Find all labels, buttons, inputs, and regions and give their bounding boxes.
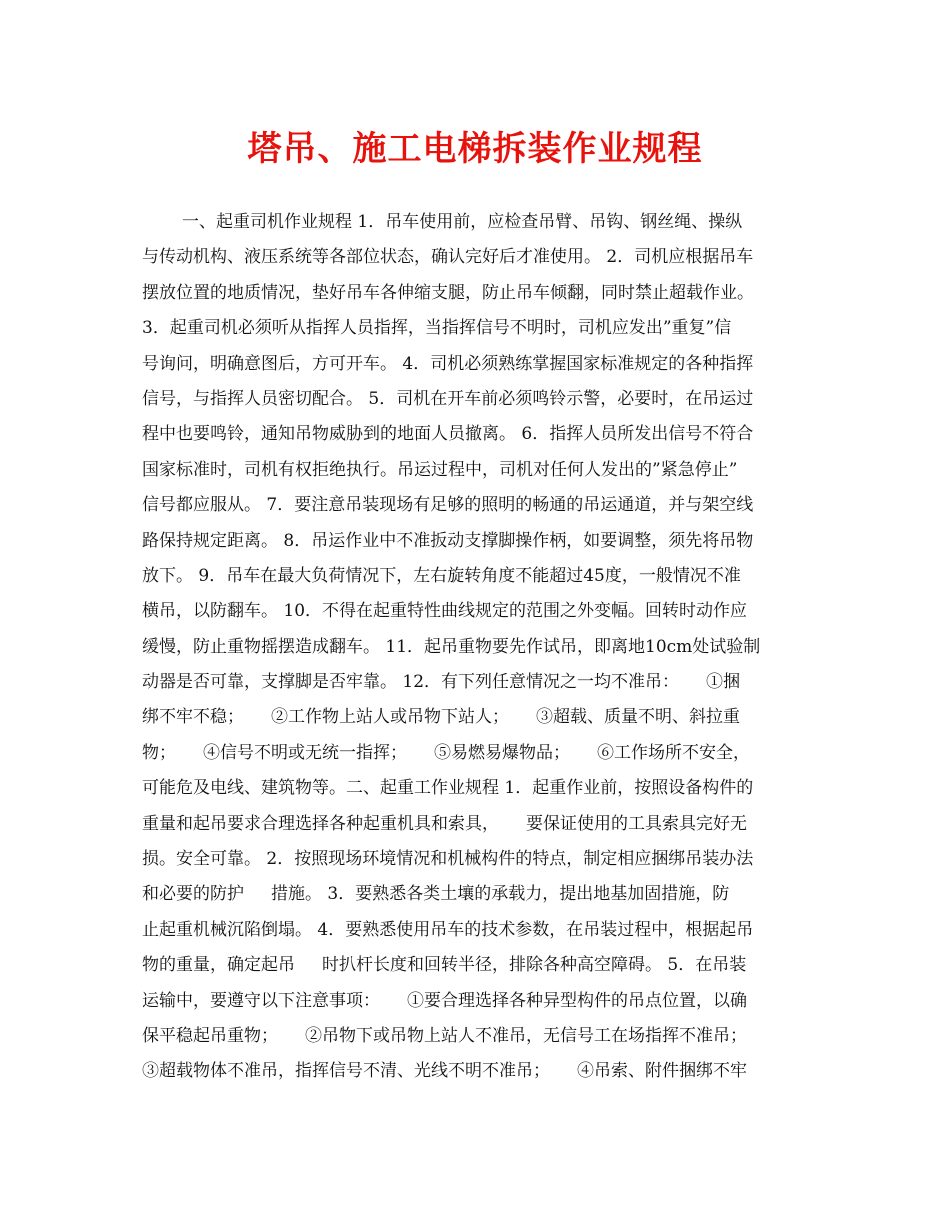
body-line: 运输中，要遵守以下注意事项： ①要合理选择各种异型构件的吊点位置，以确 (142, 990, 748, 1011)
body-line: 一、起重司机作业规程 1．吊车使用前，应检查吊臂、吊钩、钢丝绳、操纵 (182, 212, 743, 232)
body-line: 损。安全可靠。 2．按照现场环境情况和机械构件的特点，制定相应捆绑吊装办法 (142, 849, 754, 870)
body-line: 信号，与指挥人员密切配合。 5．司机在开车前必须鸣铃示警，必要时，在吊运过 (142, 388, 754, 409)
body-line: 路保持规定距离。 8．吊运作业中不准扳动支撑脚操作柄，如要调整，须先将吊物 (142, 530, 754, 551)
body-line: 号询问，明确意图后，方可开车。 4．司机必须熟练掌握国家标准规定的各种指挥 (142, 353, 754, 374)
body-line: 放下。 9．吊车在最大负荷情况下，左右旋转角度不能超过45度，一般情况不准 (142, 565, 741, 586)
body-line: 信号都应服从。 7．要注意吊装现场有足够的照明的畅通的吊运通道，并与架空线 (142, 495, 754, 516)
document-title: 塔吊、施工电梯拆装作业规程 (247, 129, 703, 169)
body-line: 3．起重司机必须听从指挥人员指挥，当指挥信号不明时，司机应发出”重复”信 (142, 318, 732, 339)
body-line: 可能危及电线、建筑物等。二、起重工作业规程 1．起重作业前，按照设备构件的 (142, 778, 754, 799)
body-line: ③超载物体不准吊，指挥信号不清、光线不明不准吊； ④吊索、附件捆绑不牢 (142, 1061, 748, 1082)
body-line: 绑不牢不稳； ②工作物上站人或吊物下站人； ③超载、质量不明、斜拉重 (142, 707, 741, 728)
body-line: 保平稳起吊重物； ②吊物下或吊物上站人不准吊，无信号工在场指挥不准吊； (142, 1025, 748, 1046)
body-line: 动器是否可靠，支撑脚是否牢靠。 12．有下列任意情况之一均不准吊： ①捆 (142, 672, 741, 693)
body-line: 物的重量，确定起吊 时扒杆长度和回转半径，排除各种高空障碍。 5．在吊装 (142, 955, 747, 976)
body-line: 国家标准时，司机有权拒绝执行。吊运过程中，司机对任何人发出的”紧急停止” (142, 459, 738, 480)
body-line: 与传动机构、液压系统等各部位状态，确认完好后才准使用。 2．司机应根据吊车 (142, 247, 754, 268)
body-line: 横吊，以防翻车。 10．不得在起重特性曲线规定的范围之外变幅。回转时动作应 (142, 601, 748, 622)
body-line: 程中也要鸣铃，通知吊物威胁到的地面人员撤离。 6．指挥人员所发出信号不符合 (142, 424, 754, 445)
body-line: 摆放位置的地质情况，垫好吊车各伸缩支腿，防止吊车倾翻，同时禁止超载作业。 (142, 282, 754, 303)
body-line: 和必要的防护 措施。 3．要熟悉各类土壤的承载力，提出地基加固措施，防 (142, 884, 730, 905)
body-line: 物； ④信号不明或无统一指挥； ⑤易燃易爆物品； ⑥工作场所不安全， (142, 742, 751, 763)
document-body (142, 205, 810, 1090)
body-line: 止起重机械沉陷倒塌。 4．要熟悉使用吊车的技术参数，在吊装过程中，根据起吊 (142, 919, 754, 940)
body-line: 重量和起吊要求合理选择各种起重机具和索具， 要保证使用的工具索具完好无 (142, 813, 748, 834)
body-line: 缓慢，防止重物摇摆造成翻车。 11．起吊重物要先作试吊，即离地10cm处试验制 (142, 636, 761, 657)
